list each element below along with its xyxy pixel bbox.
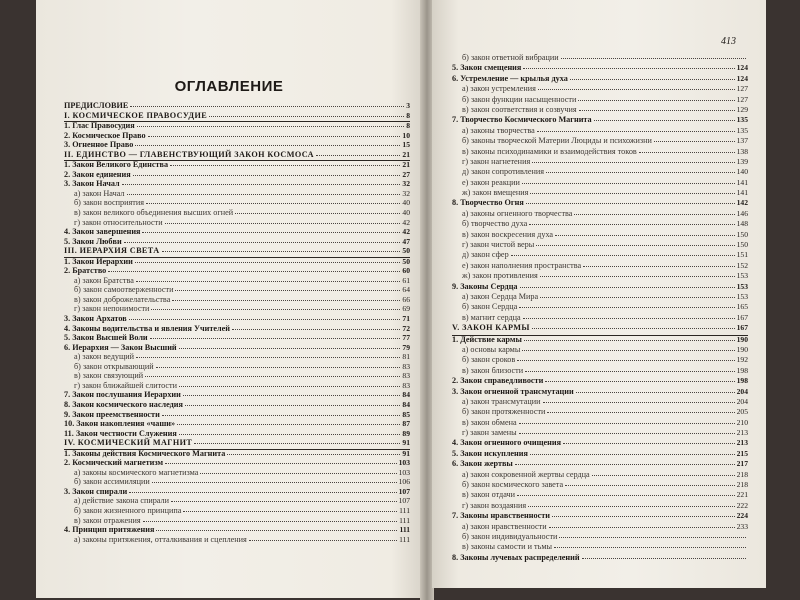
toc-entry-page: 103 — [398, 458, 410, 468]
toc-entry-title: в) закон великого объединения высших огней — [74, 208, 234, 218]
toc-entry-title: в) закон воскресения духа — [462, 229, 554, 239]
toc-entry-page: 152 — [736, 260, 748, 270]
dot-leader — [165, 463, 397, 464]
toc-entry — [64, 536, 410, 546]
dot-leader — [143, 521, 397, 522]
dot-leader — [654, 141, 735, 142]
toc-entry-title: ПРЕДИСЛОВИЕ — [64, 101, 129, 110]
toc-entry-title: 3. Закон спирали — [64, 486, 128, 496]
toc-entry-title: д) закон сопротивления — [462, 167, 545, 177]
dot-leader — [146, 203, 400, 204]
toc-entry-page: 32 — [402, 179, 410, 189]
toc-entry-title: 5. Закон Высшей Воли — [64, 333, 148, 343]
toc-entry-title: 10. Закон накопления «чаши» — [64, 419, 176, 429]
toc-entry-page: 205 — [736, 407, 748, 417]
toc-entry-title: III. ИЕРАРХИЯ СВЕТА — [64, 246, 160, 256]
toc-entry-page: 81 — [402, 352, 410, 362]
toc-entry-title: 3. Закон Начал — [64, 179, 120, 189]
dot-leader — [227, 454, 400, 455]
dot-leader — [519, 433, 735, 434]
dot-leader — [145, 376, 400, 377]
dot-leader — [526, 203, 735, 204]
dot-leader — [523, 318, 735, 319]
toc-entry-page: 42 — [402, 217, 410, 227]
dot-leader — [185, 405, 401, 406]
dot-leader — [574, 214, 734, 215]
dot-leader — [162, 415, 401, 416]
dot-leader — [142, 232, 400, 233]
toc-entry-title: в) законы самости и тьмы — [462, 542, 553, 552]
toc-entry-page: 107 — [398, 486, 410, 496]
toc-entry-title: 6. Устремление — крылья духа — [452, 73, 568, 83]
toc-entry-page: 83 — [402, 361, 410, 371]
dot-leader — [543, 402, 735, 403]
toc-entry-page: 84 — [402, 399, 410, 409]
toc-entry-title: 1. Закон Иерархии — [64, 256, 133, 266]
toc-entry-title: в) закон обмена — [462, 417, 517, 427]
dot-leader — [249, 540, 397, 541]
dot-leader — [209, 116, 404, 117]
dot-leader — [552, 516, 735, 517]
dot-leader — [570, 79, 735, 80]
dot-leader — [511, 255, 735, 256]
toc-entry-page: 77 — [402, 333, 410, 343]
dot-leader — [148, 136, 401, 137]
toc-entry-page: 50 — [402, 246, 410, 256]
toc-entry-page: 89 — [402, 428, 410, 438]
toc-entry-title: в) магнит сердца — [462, 312, 521, 322]
toc-entry-title: а) закон Сердца Мира — [462, 291, 539, 301]
toc-entry-page: 83 — [402, 380, 410, 390]
toc-entry-title: е) закон наполнения пространства — [462, 260, 582, 270]
toc-entry-title: а) закон ведущий — [74, 352, 135, 362]
dot-leader — [135, 145, 400, 146]
dot-leader — [316, 155, 400, 156]
toc-entry-page: 72 — [402, 323, 410, 333]
dot-leader — [122, 184, 401, 185]
dot-leader — [546, 172, 735, 173]
dot-leader — [129, 319, 401, 320]
toc-entry-page: 153 — [736, 281, 748, 291]
toc-entry-page: 221 — [736, 490, 748, 500]
toc-entry-title: 1. Закон Великого Единства — [64, 160, 169, 170]
toc-list-left — [64, 102, 410, 545]
toc-entry-page: 233 — [736, 521, 748, 531]
toc-entry-title: в) законы психодинамики и взаимодействия токов — [462, 146, 637, 156]
toc-entry-title: в) закон соответствия и созвучия — [462, 104, 577, 114]
toc-entry-title: г) закон чистой веры — [462, 240, 535, 250]
toc-entry-title: в) закон близости — [462, 365, 524, 375]
toc-entry-page: 165 — [736, 302, 748, 312]
dot-leader — [522, 183, 735, 184]
dot-leader — [594, 120, 735, 121]
toc-entry-title: г) закон относительности — [74, 217, 163, 227]
dot-leader — [179, 348, 401, 349]
toc-entry-title: б) закон восприятия — [74, 198, 144, 208]
toc-entry-page: 190 — [736, 334, 748, 344]
toc-entry-page: 85 — [402, 409, 410, 419]
dot-leader — [532, 328, 735, 329]
toc-entry-page: 61 — [402, 275, 410, 285]
left-page — [36, 0, 422, 598]
toc-entry-page: 138 — [736, 146, 748, 156]
toc-entry-page: 71 — [402, 314, 410, 324]
toc-entry-title: 2. Закон единения — [64, 169, 131, 179]
toc-entry-page: 140 — [736, 167, 748, 177]
dot-leader — [578, 100, 734, 101]
toc-entry-title: а) закон Братства — [74, 275, 134, 285]
toc-entry-title: г) закон замены — [462, 428, 517, 438]
toc-entry-page: 141 — [736, 177, 748, 187]
dot-leader — [127, 194, 401, 195]
toc-entry-title: 2. Космический магнетизм — [64, 458, 164, 468]
toc-entry — [452, 554, 748, 564]
toc-entry-page: 60 — [402, 266, 410, 276]
dot-leader — [519, 307, 734, 308]
toc-entry-title: 8. Законы лучевых распределений — [452, 552, 580, 562]
toc-entry-page: 15 — [402, 140, 410, 150]
dot-leader — [177, 424, 400, 425]
toc-entry-title: а) закон Начал — [74, 188, 125, 198]
dot-leader — [530, 454, 735, 455]
toc-entry-title: 4. Закон завершения — [64, 227, 141, 237]
toc-entry-page: 190 — [736, 344, 748, 354]
dot-leader — [172, 300, 400, 301]
toc-entry-page: 135 — [736, 115, 748, 125]
dot-leader — [170, 165, 400, 166]
toc-entry-title: 8. Закон космического наследия — [64, 399, 183, 409]
toc-entry-page: 153 — [736, 271, 748, 281]
toc-entry-title: в) закон доброжелательства — [74, 294, 171, 304]
toc-entry-title: а) закон нравственности — [462, 521, 547, 531]
toc-entry-page: 167 — [736, 323, 748, 333]
toc-entry-page: 210 — [736, 417, 748, 427]
toc-entry-title: 1. Глас Правосудия — [64, 121, 135, 131]
toc-entry-page: 83 — [402, 371, 410, 381]
toc-entry-page: 127 — [736, 84, 748, 94]
toc-entry-title: 2. Космическое Право — [64, 130, 146, 140]
dot-leader — [162, 251, 401, 252]
dot-leader — [519, 423, 735, 424]
toc-entry-page: 213 — [736, 428, 748, 438]
toc-entry-page: 218 — [736, 480, 748, 490]
toc-entry-title: б) закон космического завета — [462, 480, 564, 490]
toc-entry-title: 4. Закон огненного очищения — [452, 438, 562, 448]
toc-entry-page: 8 — [406, 110, 410, 120]
toc-entry-title: 3. Закон Архатов — [64, 314, 127, 324]
dot-leader — [108, 271, 400, 272]
toc-entry-page: 222 — [736, 500, 748, 510]
toc-entry-page: 111 — [399, 525, 410, 535]
dot-leader — [523, 68, 734, 69]
toc-entry-page: 139 — [736, 156, 748, 166]
dot-leader — [565, 485, 734, 486]
toc-entry-title: а) законы творчества — [462, 125, 535, 135]
toc-entry — [452, 324, 748, 335]
toc-entry-title: б) закон индивидуальности — [462, 531, 558, 541]
dot-leader — [545, 381, 734, 382]
toc-entry-title: 5. Закон смещения — [452, 63, 522, 73]
toc-entry-page: 124 — [736, 63, 748, 73]
toc-entry-title: в) закон связующий — [74, 371, 144, 381]
toc-entry-title: в) закон отдачи — [462, 490, 516, 500]
toc-entry-title: а) законы космического магнетизма — [74, 467, 199, 477]
toc-entry-page: 27 — [402, 169, 410, 179]
toc-entry-page: 21 — [402, 149, 410, 159]
toc-entry-title: б) закон функции насыщенности — [462, 94, 577, 104]
toc-entry-page: 64 — [402, 285, 410, 295]
dot-leader — [235, 213, 400, 214]
toc-entry-title: а) закон устремления — [462, 84, 536, 94]
toc-entry-title: ж) закон противления — [462, 271, 538, 281]
dot-leader — [582, 558, 746, 559]
toc-entry-page: 79 — [402, 342, 410, 352]
dot-leader — [532, 162, 734, 163]
toc-entry-page: 215 — [736, 448, 748, 458]
toc-entry-title: 2. Братство — [64, 266, 107, 276]
toc-entry-title: V. ЗАКОН КАРМЫ — [452, 323, 530, 333]
toc-entry-title: 8. Творчество Огня — [452, 198, 524, 208]
dot-leader — [156, 367, 401, 368]
dot-leader — [525, 371, 735, 372]
toc-entry-title: а) действие закона спирали — [74, 496, 169, 506]
toc-entry-page: 224 — [736, 511, 748, 521]
toc-entry-title: I. КОСМИЧЕСКОЕ ПРАВОСУДИЕ — [64, 110, 208, 120]
toc-entry-title: б) закон протяженности — [462, 407, 546, 417]
toc-entry-title: 9. Законы Сердца — [452, 281, 518, 291]
dot-leader — [559, 537, 746, 538]
toc-entry-title: II. ЕДИНСТВО — ГЛАВЕНСТВУЮЩИЙ ЗАКОН КОСМОСА — [64, 149, 314, 159]
toc-entry-page: 129 — [736, 104, 748, 114]
toc-entry-page: 204 — [736, 396, 748, 406]
toc-entry-title: 3. Закон огненной трансмутации — [452, 386, 574, 396]
toc-entry-page: 198 — [736, 365, 748, 375]
toc-entry-title: г) закон воздаяния — [462, 500, 527, 510]
toc-entry-page: 124 — [736, 73, 748, 83]
dot-leader — [130, 106, 404, 107]
toc-entry-page: 3 — [406, 101, 410, 110]
dot-leader — [522, 350, 734, 351]
dot-leader — [563, 443, 735, 444]
toc-entry-page: 204 — [736, 386, 748, 396]
dot-leader — [524, 340, 735, 341]
toc-entry-title: 3. Огненное Право — [64, 140, 134, 150]
dot-leader — [133, 175, 401, 176]
toc-entry-title: 7. Законы нравственности — [452, 511, 550, 521]
dot-leader — [537, 131, 735, 132]
toc-entry-title: б) закон Сердца — [462, 302, 518, 312]
toc-entry-page: 213 — [736, 438, 748, 448]
toc-entry-title: г) закон нагнетения — [462, 156, 531, 166]
toc-entry-page: 21 — [402, 160, 410, 170]
toc-entry-page: 40 — [402, 208, 410, 218]
dot-leader — [152, 482, 397, 483]
dot-leader — [183, 511, 397, 512]
dot-leader — [515, 464, 735, 465]
toc-entry-page: 69 — [402, 304, 410, 314]
dot-leader — [136, 281, 401, 282]
dot-leader — [124, 242, 401, 243]
dot-leader — [536, 245, 734, 246]
toc-entry-title: 6. Иерархия — Закон Высший — [64, 342, 177, 352]
toc-entry-title: ж) закон вмещения — [462, 188, 529, 198]
toc-entry-page: 66 — [402, 294, 410, 304]
toc-entry-page: 111 — [399, 515, 410, 525]
toc-entry-title: б) закон открывающий — [74, 361, 154, 371]
toc-entry-title: е) закон реакции — [462, 177, 520, 187]
dot-leader — [150, 338, 401, 339]
dot-leader — [171, 501, 397, 502]
toc-entry-page: 135 — [736, 125, 748, 135]
toc-entry-page: 217 — [736, 459, 748, 469]
toc-entry-page: 8 — [406, 121, 410, 131]
dot-leader — [528, 506, 734, 507]
toc-entry-page: 40 — [402, 198, 410, 208]
dot-leader — [179, 434, 401, 435]
toc-entry-page: 91 — [402, 448, 410, 458]
toc-entry-page: 32 — [402, 188, 410, 198]
toc-entry-page: 106 — [398, 477, 410, 487]
dot-leader — [175, 290, 400, 291]
toc-entry-page: 111 — [399, 505, 410, 515]
dot-leader — [579, 110, 735, 111]
toc-entry-page: 192 — [736, 355, 748, 365]
toc-entry-page: 167 — [736, 312, 748, 322]
dot-leader — [540, 297, 734, 298]
dot-leader — [165, 223, 401, 224]
dot-leader — [592, 475, 735, 476]
dot-leader — [136, 357, 400, 358]
toc-list-right — [452, 54, 748, 564]
toc-entry-page: 218 — [736, 469, 748, 479]
toc-entry-page: 107 — [398, 496, 410, 506]
toc-entry-title: а) законы огненного творчества — [462, 208, 573, 218]
toc-entry-title: б) закон сроков — [462, 355, 516, 365]
toc-entry-title: 4. Законы водительства и явления Учителей — [64, 323, 230, 333]
toc-entry-page: 42 — [402, 227, 410, 237]
toc-entry-title: г) закон ближайшей слитости — [74, 380, 178, 390]
toc-entry-page: 198 — [736, 376, 748, 386]
toc-entry-page: 103 — [398, 467, 410, 477]
toc-entry-page: 153 — [736, 291, 748, 301]
dot-leader — [194, 443, 400, 444]
dot-leader — [538, 89, 735, 90]
page-title: ОГЛАВЛЕНИЕ — [174, 78, 284, 95]
toc-entry-page: 137 — [736, 136, 748, 146]
dot-leader — [520, 287, 735, 288]
toc-entry-title: б) закон ассимиляции — [74, 477, 150, 487]
page-number: 413 — [721, 36, 736, 47]
toc-entry-title: г) закон непонимости — [74, 304, 150, 314]
toc-entry-page: 141 — [736, 188, 748, 198]
toc-entry-page: 47 — [402, 236, 410, 246]
dot-leader — [135, 262, 401, 263]
toc-entry-title: б) закон ответной вибрации — [462, 53, 559, 62]
toc-entry-title: а) основы кармы — [462, 344, 521, 354]
dot-leader — [137, 126, 404, 127]
dot-leader — [639, 152, 735, 153]
toc-entry-page: 87 — [402, 419, 410, 429]
toc-entry-title: а) законы притяжения, отталкивания и сцепления — [74, 534, 247, 544]
dot-leader — [156, 530, 397, 531]
toc-entry-title: б) творчество духа — [462, 219, 528, 229]
dot-leader — [549, 527, 735, 528]
toc-entry-page: 50 — [402, 256, 410, 266]
toc-entry-title: а) закон трансмутации — [462, 396, 541, 406]
toc-entry-title: 2. Закон справедливости — [452, 376, 544, 386]
dot-leader — [183, 395, 401, 396]
toc-entry-page: 151 — [736, 250, 748, 260]
toc-entry-page: 150 — [736, 240, 748, 250]
toc-entry-title: б) закон самоотверженности — [74, 285, 174, 295]
dot-leader — [179, 386, 400, 387]
dot-leader — [517, 495, 735, 496]
toc-entry-title: 6. Закон жертвы — [452, 459, 513, 469]
toc-entry-page: 10 — [402, 130, 410, 140]
dot-leader — [547, 412, 734, 413]
toc-entry-title: 11. Закон честности Служения — [64, 428, 177, 438]
toc-entry-page: 148 — [736, 219, 748, 229]
dot-leader — [540, 276, 735, 277]
toc-entry-title: а) закон сокровенной жертвы сердца — [462, 469, 590, 479]
toc-entry-title: 5. Закон искупления — [452, 448, 528, 458]
dot-leader — [561, 58, 746, 59]
toc-entry — [452, 137, 748, 147]
toc-entry-page: 111 — [399, 534, 410, 544]
dot-leader — [151, 309, 400, 310]
dot-leader — [555, 235, 735, 236]
toc-entry-page: 91 — [402, 438, 410, 448]
toc-entry-page: 127 — [736, 94, 748, 104]
dot-leader — [517, 360, 734, 361]
toc-entry-title: в) закон отражения — [74, 515, 141, 525]
dot-leader — [200, 473, 396, 474]
toc-entry-title: б) закон жизненного принципа — [74, 505, 182, 515]
toc-entry — [452, 85, 748, 95]
dot-leader — [232, 329, 400, 330]
toc-entry-title: д) закон сфер — [462, 250, 509, 260]
toc-entry-title: 5. Закон Любви — [64, 236, 122, 246]
toc-entry-title: 7. Закон послушания Иерархии — [64, 390, 181, 400]
right-page — [432, 0, 766, 588]
dot-leader — [529, 224, 734, 225]
dot-leader — [554, 547, 746, 548]
toc-entry-page: 150 — [736, 229, 748, 239]
toc-entry-title: 9. Закон преемственности — [64, 409, 160, 419]
toc-entry-page: 146 — [736, 208, 748, 218]
toc-entry-title: 1. Действие кармы — [452, 334, 522, 344]
toc-entry-page: 84 — [402, 390, 410, 400]
toc-entry-title: 1. Законы действия Космического Магнита — [64, 448, 226, 458]
toc-entry-page: 142 — [736, 198, 748, 208]
toc-entry-title: 7. Творчество Космического Магнита — [452, 115, 592, 125]
toc-entry-title: б) законы творческой Материи Люциды и психожизни — [462, 136, 652, 146]
toc-entry-title: IV. КОСМИЧЕСКИЙ МАГНИТ — [64, 438, 193, 448]
dot-leader — [576, 392, 735, 393]
toc-entry — [64, 258, 410, 268]
toc-entry-title: 4. Принцип притяжения — [64, 525, 155, 535]
dot-leader — [129, 492, 396, 493]
toc-entry — [452, 377, 748, 387]
dot-leader — [583, 266, 734, 267]
dot-leader — [530, 193, 734, 194]
